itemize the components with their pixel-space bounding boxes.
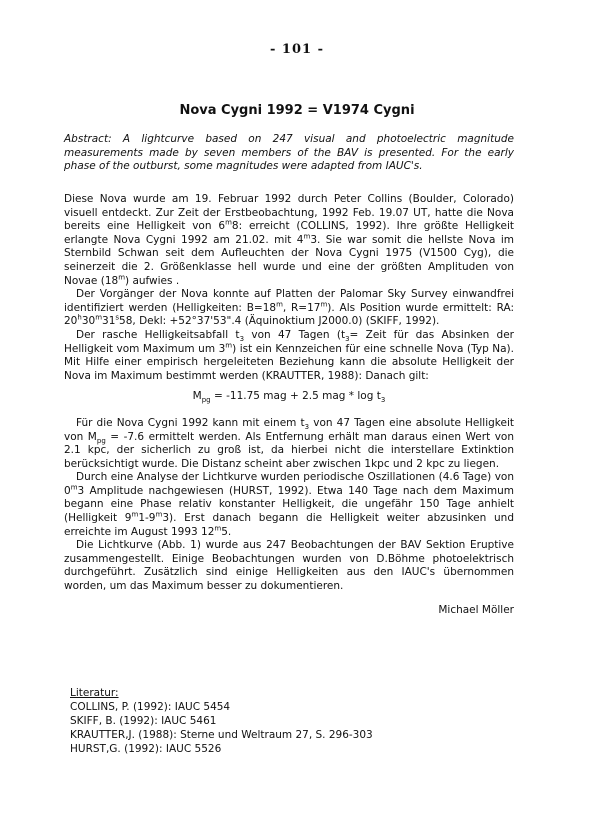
- abstract: Abstract: A lightcurve based on 247 visual and photoelectric magnitude measurements made by seven members of the BAV is presented. For the early phase of the outburst, some magnitudes were adapted from IAUC's.: [64, 133, 514, 172]
- reference-item: HURST,G. (1992): IAUC 5526: [70, 743, 222, 755]
- references: [70, 686, 490, 756]
- references-heading: Literatur:: [70, 687, 119, 699]
- paragraph-6: Die Lichtkurve (Abb. 1) wurde aus 247 Beobachtungen der BAV Sektion Eruptive zusammengestellt. Einige Beobachtungen wurden von D.Böhme photoelektrisch durchgeführt. Zusätzlich sind einige Helligkeiten aus den IAUC's übernommen worden, um das Maximum besser zu dokumentieren.: [64, 539, 514, 593]
- reference-item: SKIFF, B. (1992): IAUC 5461: [70, 715, 217, 727]
- article-title: Nova Cygni 1992 = V1974 Cygni: [179, 103, 415, 118]
- paragraph-1: Diese Nova wurde am 19. Februar 1992 durch Peter Collins (Boulder, Colorado) visuell entdeckt. Zur Zeit der Erstbeobachtung, 1992 Feb. 19.07 UT, hatte die Nova bereits eine Helligkeit von 6$^m$8: erreicht (COLLINS, 1992). Ihre größte Helligkeit erlangte Nova Cygni 1992 am 21.02. mit 4$^m$3. Sie war somit die hellste Nova im Sternbild Schwan seit dem Aufleuchten der Nova Cygni 1975 (V1500 Cyg), die seinerzeit die 2. Größenklasse hell wurde und eine der größten Amplituden von Novae (18$^m$) aufwies .: [64, 193, 515, 287]
- paragraph-5: Durch eine Analyse der Lichtkurve wurden periodische Oszillationen (4.6 Tage) von 0$^m$3 Amplitude nachgewiesen (HURST, 1992). Etwa 140 Tage nach dem Maximum begann eine Phase relativ konstanter Helligkeit, die ungefähr 150 Tage anhielt (Helligkeit 9$^m$1-9$^m$3). Erst danach begann die Helligkeit weiter abzusinken und erreichte im August 1993 12$^m$5.: [64, 471, 515, 538]
- reference-item: COLLINS, P. (1992): IAUC 5454: [70, 701, 231, 713]
- paragraph-3: Der rasche Helligkeitsabfall $t_3$ von 47 Tagen ($t_3=$ Zeit für das Absinken der Helligkeit vom Maximum um 3$^m$) ist ein Kennzeichen für eine schnelle Nova (Typ Na). Mit Hilfe einer empirisch hergeleiteten Beziehung kann die absolute Helligkeit der Nova im Maximum bestimmt werden (KRAUTTER, 1988): Danach gilt:: [64, 328, 514, 382]
- article-body: [64, 193, 514, 617]
- page-number: - 101 -: [270, 42, 324, 57]
- paragraph-4: Für die Nova Cygni 1992 kann mit einem $t_3$ von 47 Tagen eine absolute Helligkeit von $M_{pg} = -7.6$ ermittelt werden. Als Entfernung erhält man daraus einen Wert von 2.1 kpc, der sicherlich zu groß ist, da hierbei nicht die interstellare Extinktion berücksichtigt wurde. Die Distanz scheint aber zwischen 1kpc und 2 kpc zu liegen.: [64, 416, 514, 470]
- paragraph-2: Der Vorgänger der Nova konnte auf Platten der Palomar Sky Survey einwandfrei identifiziert werden (Helligkeiten: $B=18^m$, $R=17^m$). Als Position wurde ermittelt: RA: 20$^h$30$^m$31$^s$58, Dekl: +52°37'53".4 (Äquinoktium J2000.0) (SKIFF, 1992).: [64, 288, 514, 328]
- author-signature: Michael Möller: [438, 603, 514, 616]
- reference-item: KRAUTTER,J. (1988): Sterne und Weltraum 27, S. 296-303: [70, 729, 373, 741]
- magnitude-formula: $M_{pg} = -11.75$ mag + 2.5 mag * $\log t_3$: [192, 390, 386, 405]
